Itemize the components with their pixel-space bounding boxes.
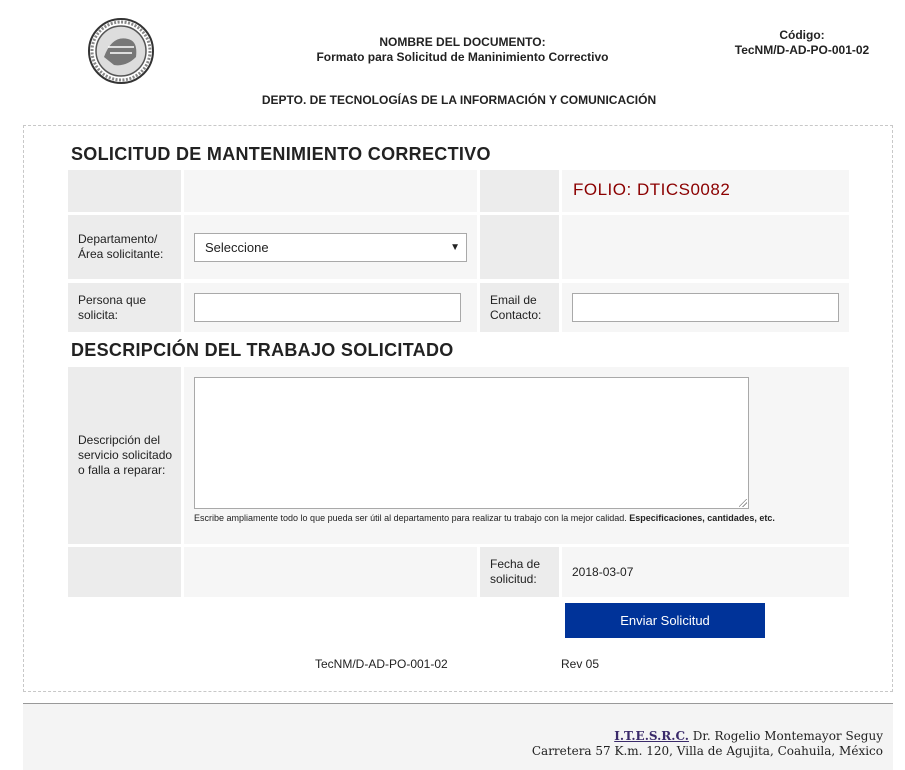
submit-button[interactable]: Enviar Solicitud bbox=[565, 603, 765, 638]
description-textarea[interactable] bbox=[194, 377, 749, 509]
description-hint bbox=[194, 513, 814, 524]
person-label bbox=[68, 283, 181, 332]
footer-line1 bbox=[614, 729, 883, 743]
document-name-value: Formato para Solicitud de Maninimiento Correctivo bbox=[316, 50, 609, 64]
email-label-text: Email de Contacto: bbox=[490, 292, 542, 322]
section-title-description: DESCRIPCIÓN DEL TRABAJO SOLICITADO bbox=[71, 340, 454, 360]
person-field-cell bbox=[184, 283, 477, 332]
person-label-text: Persona que solicita: bbox=[78, 292, 147, 322]
footer-address: Carretera 57 K.m. 120, Villa de Agujita, Coahuila, México bbox=[531, 744, 883, 758]
department-select-value: Seleccione bbox=[205, 240, 269, 255]
form-document-code: TecNM/D-AD-PO-001-02 bbox=[315, 657, 448, 671]
description-label bbox=[68, 367, 181, 544]
row1-label-cell bbox=[68, 170, 181, 212]
form-title: SOLICITUD DE MANTENIMIENTO CORRECTIVO bbox=[71, 144, 491, 164]
department-field-cell bbox=[184, 215, 477, 279]
email-input[interactable] bbox=[572, 293, 839, 322]
dropdown-arrow-icon: ▼ bbox=[450, 242, 460, 253]
email-label bbox=[480, 283, 559, 332]
row1-label2-cell bbox=[480, 170, 559, 212]
date-row-field-cell bbox=[184, 547, 477, 597]
date-value: 2018-03-07 bbox=[572, 564, 634, 579]
revision-number: Rev 05 bbox=[561, 657, 600, 671]
resize-grip-icon[interactable] bbox=[739, 499, 747, 507]
document-header bbox=[0, 0, 905, 120]
date-row-label-cell bbox=[68, 547, 181, 597]
document-name bbox=[260, 35, 665, 65]
description-label-text: Descripción del servicio solicitado o falla a reparar: bbox=[78, 433, 173, 477]
document-code-value: TecNM/D-AD-PO-001-02 bbox=[734, 43, 870, 57]
folio-number: FOLIO: DTICS0082 bbox=[573, 180, 731, 199]
department-label-text: Departamento/ Área solicitante: bbox=[78, 232, 164, 261]
document-code bbox=[722, 28, 882, 58]
institution-link[interactable]: I.T.E.S.R.C. bbox=[614, 729, 689, 743]
department-select[interactable] bbox=[194, 233, 467, 262]
institution-seal-logo bbox=[86, 17, 156, 85]
date-field-cell bbox=[562, 547, 849, 597]
document-code-label: Código: bbox=[779, 28, 825, 42]
page-footer bbox=[23, 703, 893, 770]
email-field-cell bbox=[562, 283, 849, 332]
description-hint-text: Escribe ampliamente todo lo que pueda ser útil al departamento para realizar tu trabajo con la mejor calidad. bbox=[194, 513, 627, 523]
date-label-text: Fecha de solicitud: bbox=[490, 557, 541, 586]
row2-field2-cell bbox=[562, 215, 849, 279]
row2-label2-cell bbox=[480, 215, 559, 279]
date-label bbox=[480, 547, 559, 597]
description-field-cell bbox=[184, 367, 849, 544]
director-name: Dr. Rogelio Montemayor Seguy bbox=[692, 729, 883, 743]
folio-cell bbox=[562, 170, 849, 212]
document-name-label: NOMBRE DEL DOCUMENTO: bbox=[379, 35, 546, 49]
row1-field-cell bbox=[184, 170, 477, 212]
person-input[interactable] bbox=[194, 293, 461, 322]
description-hint-bold: Especificaciones, cantidades, etc. bbox=[629, 513, 775, 523]
department-label bbox=[68, 215, 181, 279]
department-name: DEPTO. DE TECNOLOGÍAS DE LA INFORMACIÓN Y COMUNICACIÓN bbox=[261, 93, 657, 107]
